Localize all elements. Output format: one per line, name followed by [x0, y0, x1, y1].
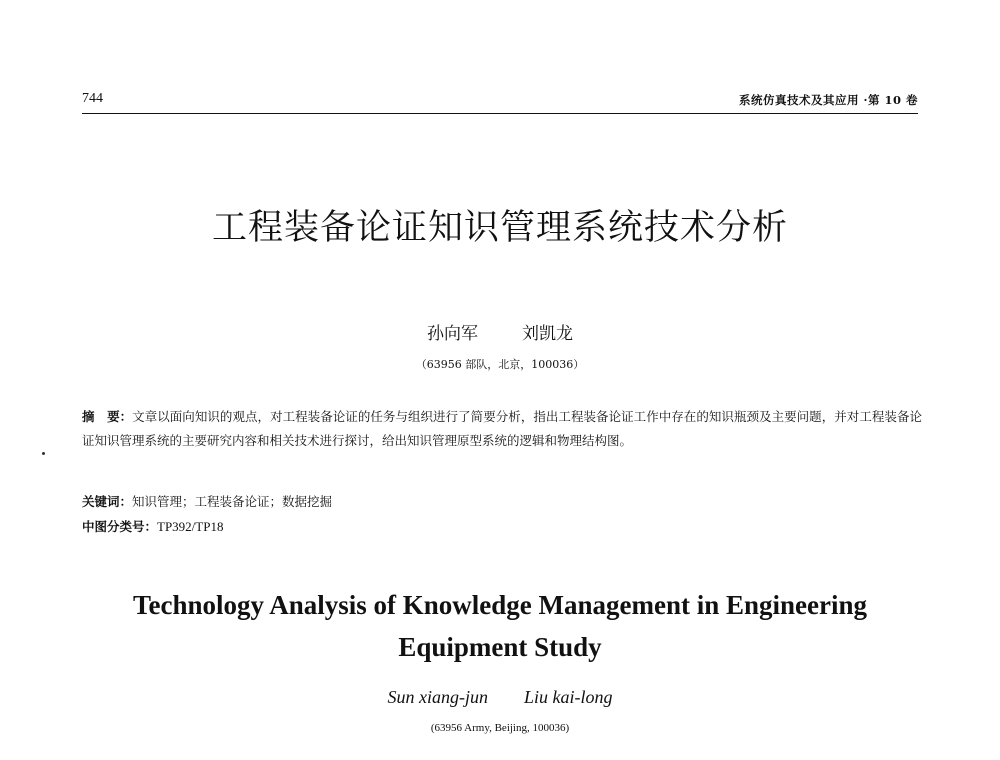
chinese-authors — [0, 319, 1000, 344]
keywords-label: 关键词： — [82, 494, 133, 509]
english-authors — [0, 687, 1000, 708]
author-1-en: Sun xiang-jun — [387, 687, 488, 707]
chinese-title: 工程装备论证知识管理系统技术分析 — [211, 208, 788, 248]
clc-label: 中图分类号： — [82, 519, 158, 534]
abstract-label: 摘 要： — [82, 409, 133, 424]
english-title-line-1: Technology Analysis of Knowledge Management in Engineering — [132, 590, 868, 620]
author-2-zh: 刘凯龙 — [522, 324, 573, 344]
journal-name: 系统仿真技术及其应用 ·第 10 卷 — [738, 93, 918, 107]
page-number: 744 — [82, 91, 103, 106]
clc-code: TP392/TP18 — [157, 519, 224, 534]
chinese-abstract — [82, 405, 922, 452]
chinese-keywords — [82, 492, 332, 510]
author-1-zh: 孙向军 — [427, 324, 478, 344]
author-2-en: Liu kai-long — [524, 687, 613, 707]
classification-number — [82, 517, 223, 535]
english-affiliation: (63956 Army, Beijing, 100036) — [430, 722, 570, 734]
english-title — [0, 584, 1000, 668]
running-header — [82, 91, 918, 114]
chinese-affiliation: （63956 部队，北京，100036） — [415, 358, 585, 371]
keywords-text: 知识管理；工程装备论证；数据挖掘 — [132, 494, 333, 509]
margin-speck — [42, 452, 45, 455]
english-title-line-2: Equipment Study — [398, 632, 602, 662]
abstract-text: 文章以面向知识的观点，对工程装备论证的任务与组织进行了简要分析，指出工程装备论证工作中存在的知识瓶颈及主要问题，并对工程装备论证知识管理系统的主要研究内容和相关技术进行探讨，给出知识管理原型系统的逻辑和物理结构图。 — [82, 409, 922, 448]
